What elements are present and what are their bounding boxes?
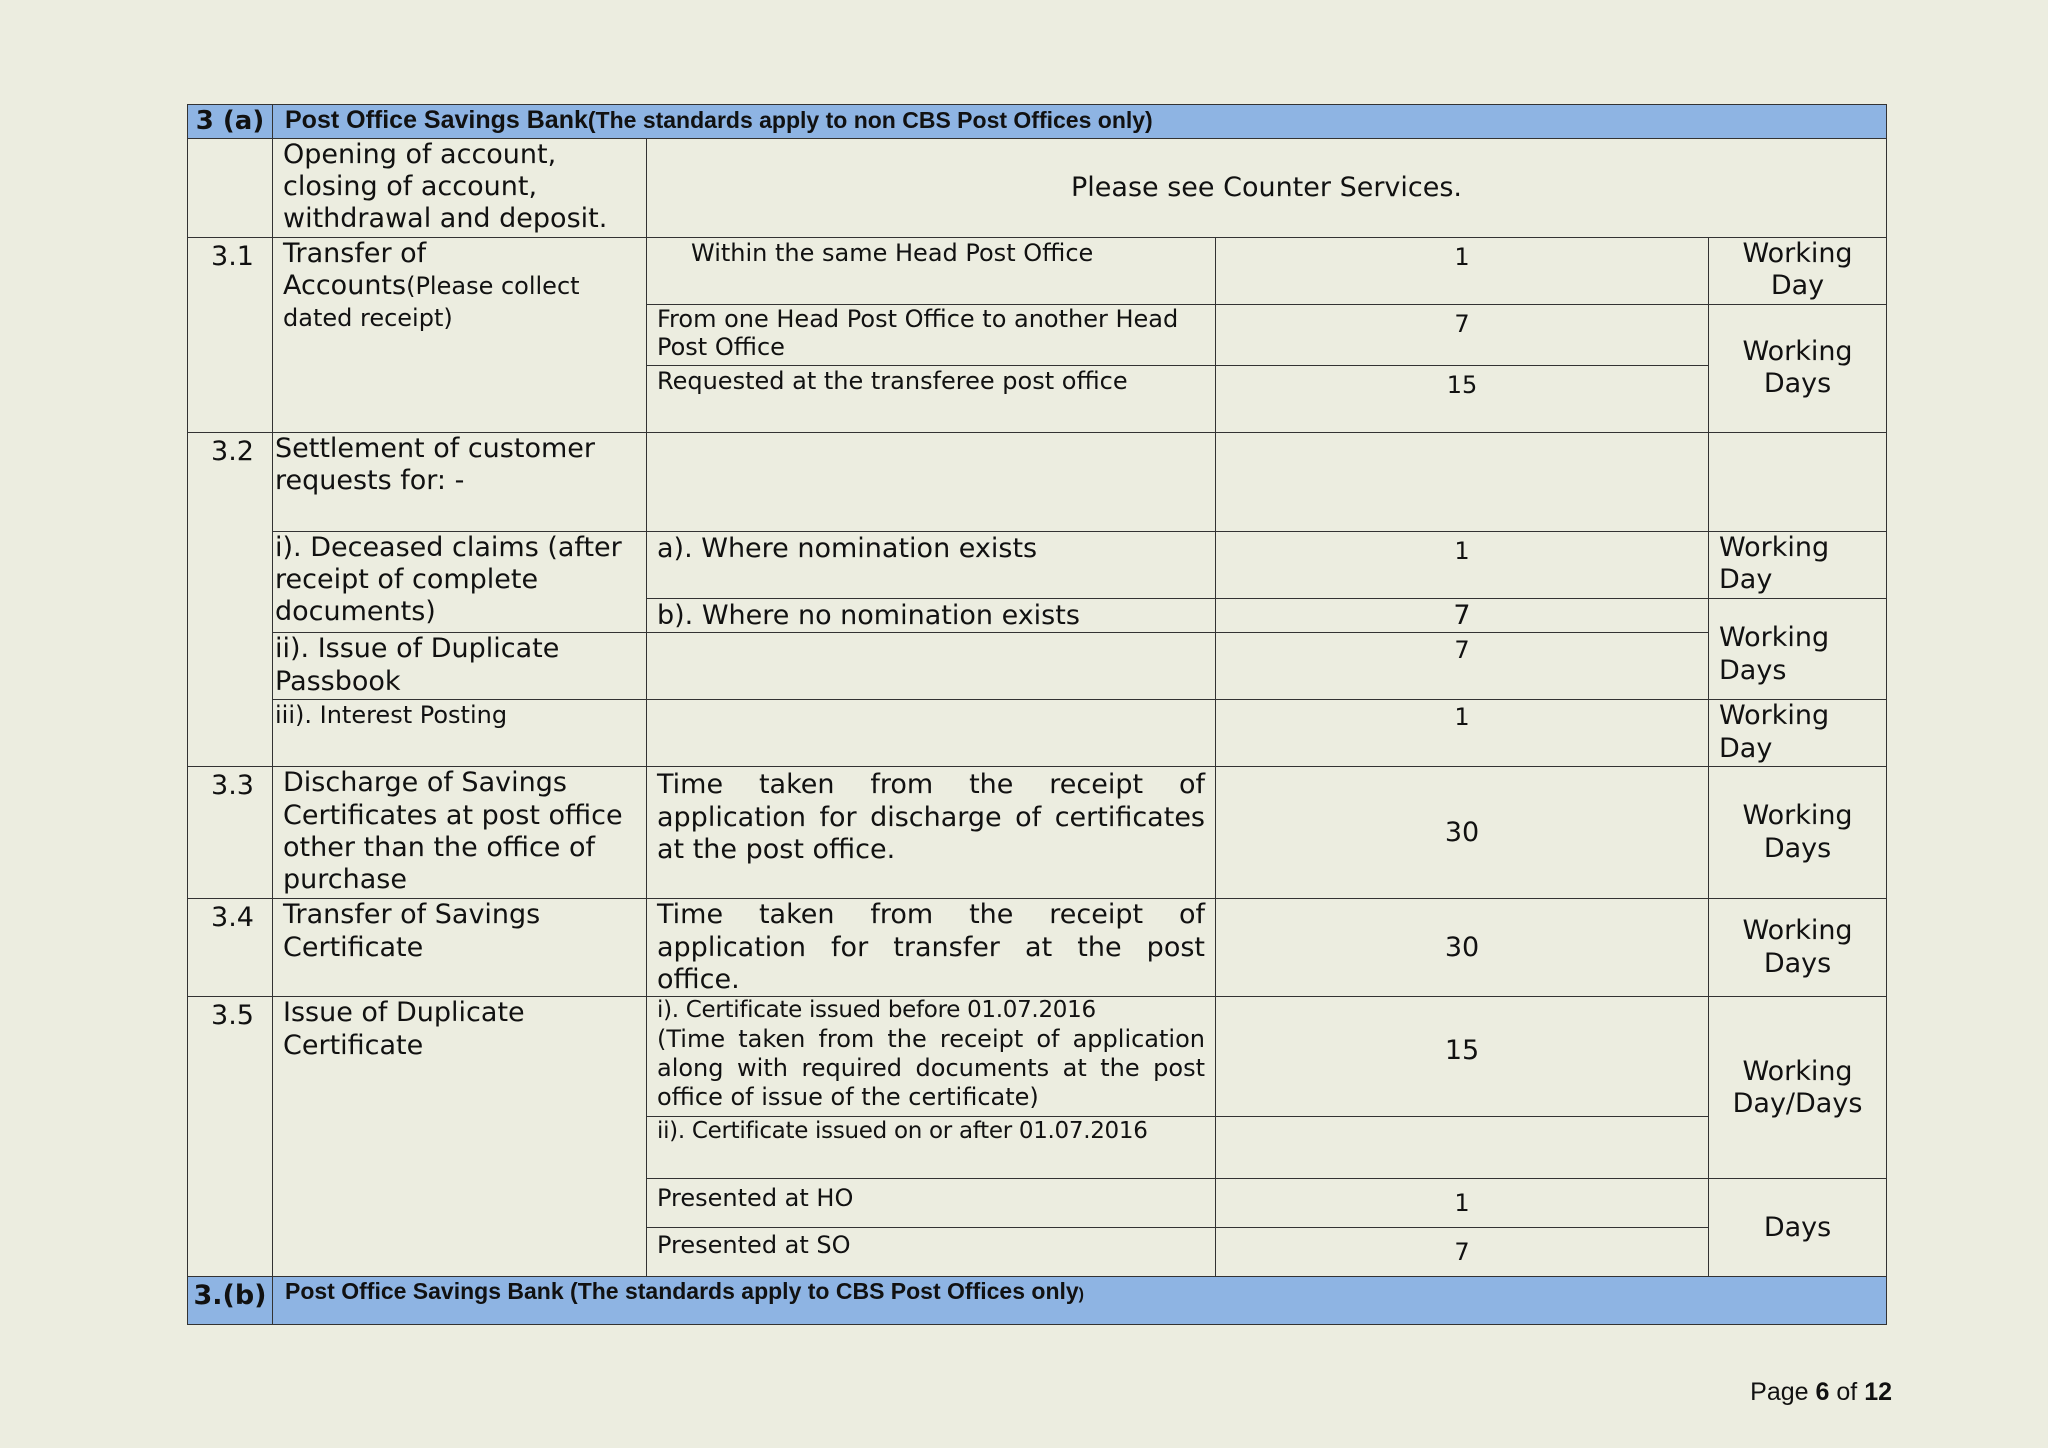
nomination-exists-unit: Working Day bbox=[1709, 531, 1887, 598]
sub-value: 1 bbox=[1216, 237, 1709, 304]
presented-so-value: 7 bbox=[1216, 1228, 1709, 1277]
section-number: 3 (a) bbox=[188, 105, 273, 139]
sub-value: 15 bbox=[1216, 365, 1709, 432]
sub-value: 7 bbox=[1216, 304, 1709, 365]
row-number: 3.4 bbox=[188, 899, 273, 997]
nomination-exists: a). Where nomination exists bbox=[647, 531, 1216, 598]
empty-cell bbox=[1216, 432, 1709, 531]
row-3-3-desc: Time taken from the receipt of application for discharge of certificates at the post office. bbox=[647, 767, 1216, 899]
opening-service: Opening of account, closing of account, withdrawal and deposit. bbox=[273, 138, 647, 237]
sub-desc: Within the same Head Post Office bbox=[647, 237, 1216, 304]
row-3-4-unit: Working Days bbox=[1709, 899, 1887, 997]
section-b-title-tail: ) bbox=[1078, 1286, 1084, 1304]
row-3-2-passbook bbox=[188, 633, 1887, 700]
of-label: of bbox=[1836, 1378, 1858, 1406]
presented-ho: Presented at HO bbox=[647, 1179, 1216, 1228]
section-title bbox=[273, 105, 1887, 139]
row-3-1-a bbox=[188, 237, 1887, 304]
deceased-claims: i). Deceased claims (after receipt of complete documents) bbox=[273, 531, 647, 633]
row-3-4-service: Transfer of Savings Certificate bbox=[273, 899, 647, 997]
opening-note: Please see Counter Services. bbox=[647, 138, 1887, 237]
interest-value: 1 bbox=[1216, 700, 1709, 767]
sub-unit: Working Day bbox=[1709, 237, 1887, 304]
certificate-before-title: i). Certificate issued before 01.07.2016 bbox=[657, 997, 1096, 1024]
empty-cell bbox=[188, 138, 273, 237]
section-title-note: (The standards apply to non CBS Post Offices only) bbox=[587, 107, 1153, 133]
no-nomination-value: 7 bbox=[1216, 598, 1709, 633]
certificate-unit: Working Day/Days bbox=[1709, 997, 1887, 1179]
duplicate-passbook: ii). Issue of Duplicate Passbook bbox=[273, 633, 647, 700]
nomination-exists-value: 1 bbox=[1216, 531, 1709, 598]
service-standards-table bbox=[187, 104, 1887, 1325]
empty-cell bbox=[647, 633, 1216, 700]
days-unit: Days bbox=[1709, 1179, 1887, 1277]
presented-so: Presented at SO bbox=[647, 1228, 1216, 1277]
row-3-1-service bbox=[273, 237, 647, 432]
empty-cell bbox=[1709, 432, 1887, 531]
sub-desc: Requested at the transferee post office bbox=[647, 365, 1216, 432]
row-3-2-header bbox=[188, 432, 1887, 531]
no-nomination: b). Where no nomination exists bbox=[647, 598, 1216, 633]
page-footer bbox=[1750, 1378, 1892, 1407]
page-label: Page bbox=[1750, 1378, 1809, 1406]
sub-unit: Working Days bbox=[1709, 304, 1887, 432]
section-title bbox=[273, 1277, 1887, 1325]
section-b-header bbox=[188, 1277, 1887, 1325]
row-3-3 bbox=[188, 767, 1887, 899]
duplicate-unit: Working Days bbox=[1709, 598, 1887, 700]
row-number: 3.3 bbox=[188, 767, 273, 899]
interest-unit: Working Day bbox=[1709, 700, 1887, 767]
page-total: 12 bbox=[1864, 1378, 1892, 1406]
opening-row bbox=[188, 138, 1887, 237]
row-3-3-value: 30 bbox=[1216, 767, 1709, 899]
empty-cell bbox=[1216, 1117, 1709, 1179]
row-number: 3.5 bbox=[188, 997, 273, 1277]
row-3-2-service: Settlement of customer requests for: - bbox=[273, 432, 647, 531]
section-a-header bbox=[188, 105, 1887, 139]
empty-cell bbox=[647, 700, 1216, 767]
presented-ho-value: 1 bbox=[1216, 1179, 1709, 1228]
certificate-after-title: ii). Certificate issued on or after 01.07.2016 bbox=[647, 1117, 1216, 1179]
row-3-3-unit: Working Days bbox=[1709, 767, 1887, 899]
row-number: 3.1 bbox=[188, 237, 273, 432]
section-number: 3.(b) bbox=[188, 1277, 273, 1325]
row-3-2-deceased-a bbox=[188, 531, 1887, 598]
duplicate-passbook-value: 7 bbox=[1216, 633, 1709, 700]
row-3-5-service: Issue of Duplicate Certificate bbox=[273, 997, 647, 1277]
service-main: Transfer of Accounts bbox=[283, 237, 427, 301]
row-3-4 bbox=[188, 899, 1887, 997]
row-3-2-interest bbox=[188, 700, 1887, 767]
row-3-4-desc: Time taken from the receipt of application for transfer at the post office. bbox=[647, 899, 1216, 997]
sub-desc: From one Head Post Office to another Head Post Office bbox=[647, 304, 1216, 365]
service-note: (Please collect dated receipt) bbox=[283, 271, 580, 333]
row-3-3-service: Discharge of Savings Certificates at post office other than the office of purchase bbox=[273, 767, 647, 899]
certificate-before-value: 15 bbox=[1216, 997, 1709, 1117]
row-3-4-value: 30 bbox=[1216, 899, 1709, 997]
section-title-main: Post Office Savings Bank bbox=[285, 106, 588, 134]
empty-cell bbox=[647, 432, 1216, 531]
page-current: 6 bbox=[1815, 1378, 1830, 1406]
certificate-before-desc: (Time taken from the receipt of application along with required documents at the post office of issue of the certificate) bbox=[657, 1025, 1205, 1111]
interest-posting: iii). Interest Posting bbox=[273, 700, 647, 767]
row-number: 3.2 bbox=[188, 432, 273, 767]
section-b-title: Post Office Savings Bank (The standards apply to CBS Post Offices only bbox=[285, 1278, 1079, 1305]
certificate-before bbox=[647, 997, 1216, 1117]
row-3-5-before bbox=[188, 997, 1887, 1117]
